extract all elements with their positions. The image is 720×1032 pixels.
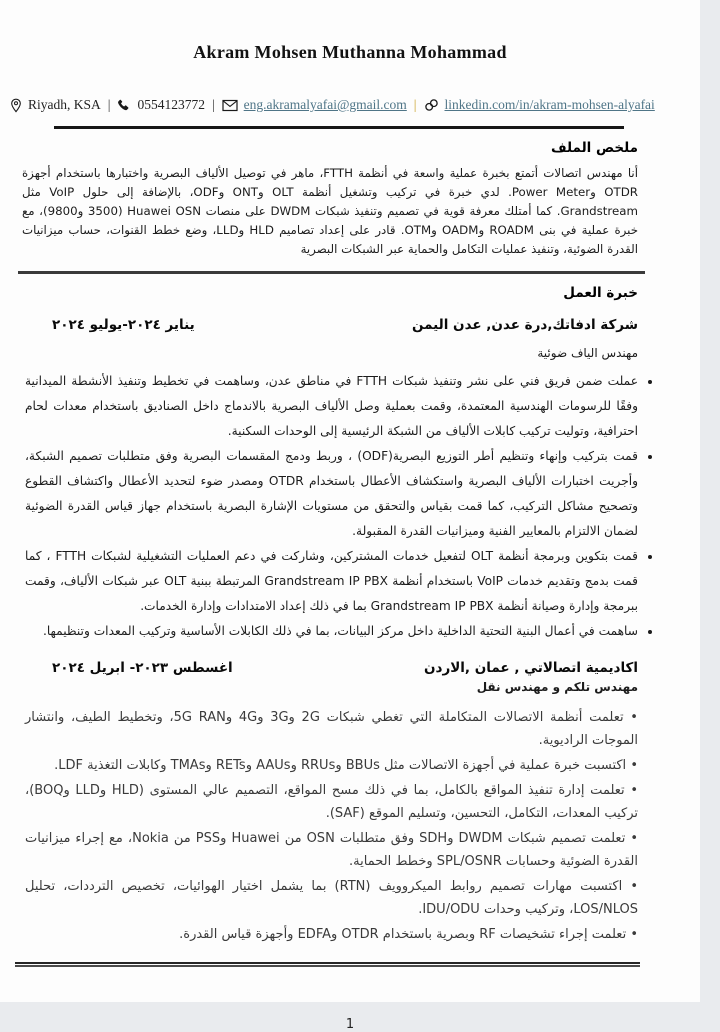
- academy-bullet: • تعلمت إدارة تنفيذ المواقع بالكامل، بما في ذلك مسح المواقع، التصميم عالي المستوى (HLD وLLD وBOQ)، تركيب المعدات، التكامل، التحسين، وتسليم الموقع (SAF).: [25, 779, 638, 825]
- section-divider: [18, 271, 645, 274]
- linkedin-link[interactable]: linkedin.com/in/akram-mohsen-alyafai: [444, 97, 655, 112]
- job-bullet: • ساهمت في أعمال البنية التحتية الداخلية داخل مركز البيانات، بما في ذلك الكابلات الأساسية وتركيب المعدات وتنظيمها.: [25, 619, 638, 644]
- company-name: اكاديمية اتصالاتي , عمان ,الاردن: [424, 660, 638, 676]
- contact-separator: |: [107, 97, 111, 112]
- envelope-icon: [222, 99, 238, 112]
- academy-bullet-list: [25, 706, 638, 946]
- email-link[interactable]: eng.akramalyafai@gmail.com: [243, 97, 407, 112]
- candidate-name: Akram Mohsen Muthanna Mohammad: [193, 42, 507, 62]
- contact-location: Riyadh, KSA: [28, 97, 101, 112]
- page-number: 1: [345, 1017, 355, 1032]
- pin-icon: [10, 98, 22, 113]
- academy-bullet: • تعلمت أنظمة الاتصالات المتكاملة التي تغطي شبكات 2G و3G و4G و5G RAN، وتخطيط الطيف، وانتشار الموجات الراديوية.: [25, 706, 638, 752]
- job-bullet: • قمت بتركيب وإنهاء وتنظيم أطر التوزيع البصرية(ODF) ، وربط ودمج المقسمات البصرية وفق متطلبات تصميم الشبكة، وأجريت اختبارات الألياف البصرية واستكشاف الأعطال باستخدام OTDR ومصدر ضوء لتحديد الأعطال واكتشاف القطوع وتصحيح مشاكل التركيب، كما قمت بقياس والتحقق من مستويات الإشارة البصرية باستخدام جهاز قياس القدرة الضوئية لضمان الالتزام بالمعايير الفنية وميزانيات القدرة المقبولة.: [25, 444, 638, 544]
- summary-section-title: ملخص الملف: [550, 140, 638, 156]
- experience-section-title: خبرة العمل: [563, 285, 638, 301]
- job-bullet: • عملت ضمن فريق فني على نشر وتنفيذ شبكات FTTH في مناطق عدن، وساهمت في تخطيط وتنفيذ الأنشطة الميدانية وفقًا للرسومات الهندسية المعتمدة، وقمت بعملية وصل الألياف البصرية بالاندماج داخل الصناديق باستخدام معدات لحام احترافية، وتوليت تركيب كابلات الألياف من الشبكة الرئيسية إلى الوحدات السكنية.: [25, 369, 638, 444]
- job-dates: اغسطس ٢٠٢٣- ابريل ٢٠٢٤: [52, 660, 233, 676]
- job-role: مهندس الياف ضوئية: [537, 346, 638, 360]
- job-role: مهندس تلكم و مهندس نقل: [476, 680, 638, 694]
- academy-bullet: • تعلمت تصميم شبكات DWDM وSDH وفق متطلبات OSN من Huawei وPSS من Nokia، مع إجراء ميزانيات القدرة الضوئية وحسابات SPL/OSNR وخطط الحماية.: [25, 827, 638, 873]
- academy-bullet: • اكتسبت مهارات تصميم روابط الميكروويف (RTN) بما يشمل اختيار الهوائيات، تخصيص الترددات، تحليل LOS/NLOS، وتركيب وحدات IDU/ODU.: [25, 875, 638, 921]
- job-header: [52, 660, 638, 676]
- job-header: [52, 317, 638, 333]
- academy-bullet: • تعلمت إجراء تشخيصات RF وبصرية باستخدام OTDR وEDFA وأجهزة قياس القدرة.: [25, 923, 638, 946]
- contact-bar: [10, 97, 694, 113]
- footer-divider: [15, 962, 640, 967]
- job-dates: يناير ٢٠٢٤-يوليو ٢٠٢٤: [52, 317, 195, 333]
- job-bullet-list: [0, 369, 700, 644]
- contact-phone: 0554123772: [137, 97, 205, 112]
- link-icon: [424, 98, 439, 112]
- job-bullet: • قمت بتكوين وبرمجة أنظمة OLT لتفعيل خدمات المشتركين، وشاركت في دعم العمليات التشغيلية لشبكات FTTH ، كما قمت بدمج وتقديم خدمات VoIP باستخدام أنظمة Grandstream IP PBX المرتبطة ببنية OLT عبر شبكات الألياف، وقمت ببرمجة وإدارة وصيانة أنظمة Grandstream IP PBX بما في ذلك إعداد الامتدادات وإدارة الخدمات.: [25, 544, 638, 619]
- company-name: شركة ادفاتك,درة عدن, عدن اليمن: [411, 317, 638, 333]
- contact-separator: |: [413, 97, 417, 112]
- academy-bullet: • اكتسبت خبرة عملية في أجهزة الاتصالات مثل BBUs وRRUs وAAUs وRETs وTMAs وكابلات التغذية LDF.: [25, 754, 638, 777]
- phone-icon: [117, 98, 131, 112]
- header-divider: [54, 126, 624, 129]
- contact-separator: |: [211, 97, 215, 112]
- summary-text: أنا مهندس اتصالات أتمتع بخبرة عملية واسعة في أنظمة FTTH، ماهر في توصيل الألياف البصرية واختبارها باستخدام أجهزة OTDR وPower Meter. لدي خبرة في تركيب وتشغيل أنظمة OLT وONT وODF، بالإضافة إلى حلول VoIP مثل Grandstream. كما أمتلك معرفة قوية في تصميم وتنفيذ شبكات DWDM على منصات Huawei OSN (3500 و9800)، مع خبرة عملية في بنى ROADM وOADM وOTM. قادر على إعداد تصاميم HLD وLLD، وضع خطط القنوات، حساب ميزانيات القدرة الضوئية، وتنفيذ عمليات التكامل والحماية عبر الشبكات البصرية: [22, 166, 639, 256]
